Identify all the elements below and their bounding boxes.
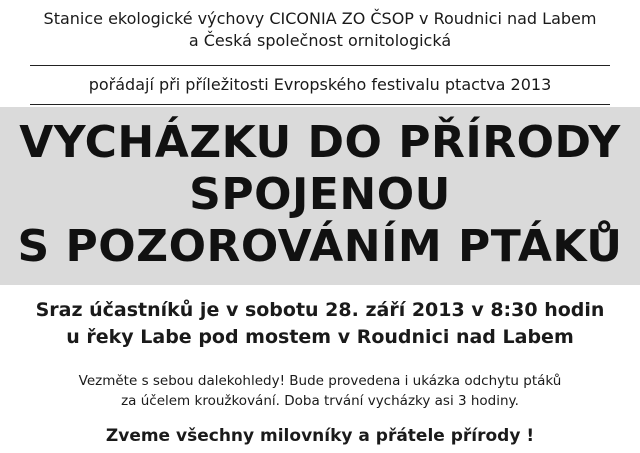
meeting-details [0, 297, 640, 351]
headline-line-1: VYCHÁZKU DO PŘÍRODY [19, 117, 621, 168]
divider-bottom [30, 104, 610, 105]
divider-top [30, 65, 610, 66]
practical-info [0, 371, 640, 411]
invitation-text: Zveme všechny milovníky a přátele přírody ! [105, 426, 535, 446]
organizers-line-2: a Česká společnost ornitologická [188, 31, 452, 50]
info-line-2: za účelem kroužkování. Doba trvání vycházky asi 3 hodiny. [121, 393, 519, 409]
meeting-line-2: u řeky Labe pod mostem v Roudnici nad Labem [66, 326, 574, 348]
occasion-text: pořádají při příležitosti Evropského festivalu ptactva 2013 [88, 75, 552, 94]
meeting-line-1: Sraz účastníků je v sobotu 28. září 2013 v 8:30 hodin [35, 299, 605, 321]
info-line-1: Vezměte s sebou dalekohledy! Bude provedena i ukázka odchytu ptáků [78, 373, 562, 389]
event-headline [0, 117, 640, 273]
headline-line-2: SPOJENOU [189, 169, 451, 220]
organizers-block [0, 8, 640, 52]
headline-line-3: S POZOROVÁNÍM PTÁKŮ [17, 221, 623, 272]
organizers-line-1: Stanice ekologické výchovy CICONIA ZO ČSOP v Roudnici nad Labem [43, 9, 597, 28]
